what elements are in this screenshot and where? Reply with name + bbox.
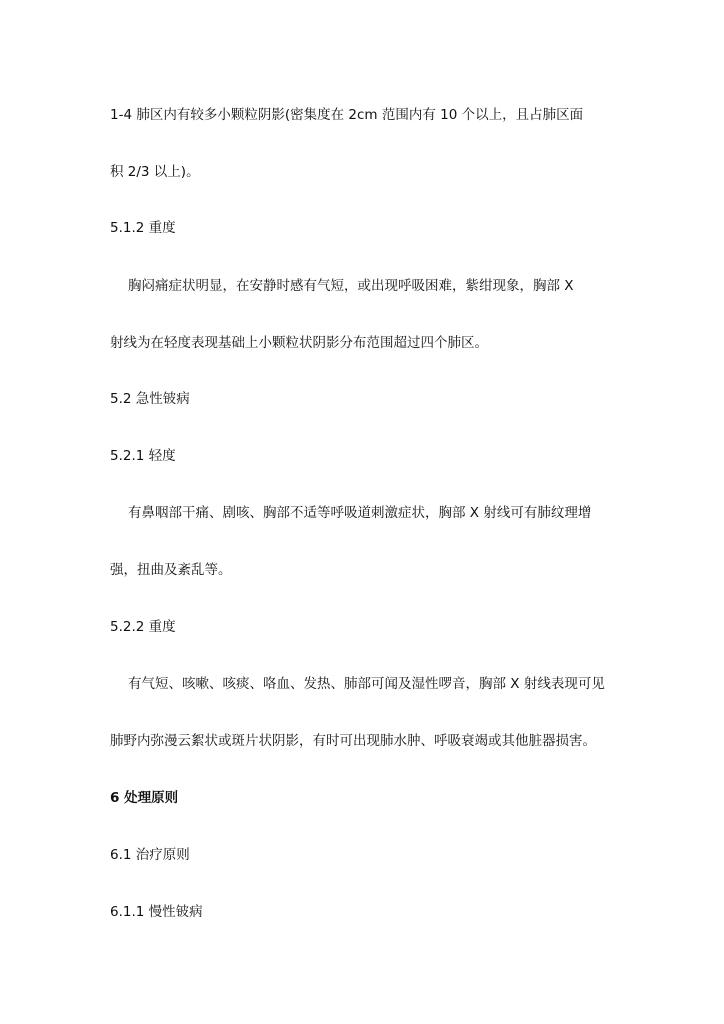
section-heading-5-1-2: 5.1.2 重度 — [110, 220, 176, 236]
section-heading-6-1-1: 6.1.1 慢性铍病 — [110, 904, 203, 920]
section-heading-6-1: 6.1 治疗原则 — [110, 847, 190, 863]
paragraph-mild-line-1: 有鼻咽部干痛、剧咳、胸部不适等呼吸道刺激症状，胸部 X 射线可有肺纹理增 — [128, 505, 592, 521]
paragraph-acute-severe-line-1: 有气短、咳嗽、咳痰、咯血、发热、肺部可闻及湿性啰音，胸部 X 射线表现可见 — [128, 676, 605, 692]
section-heading-5-2: 5.2 急性铍病 — [110, 391, 190, 407]
paragraph-severe-line-2: 射线为在轻度表现基础上小颗粒状阴影分布范围超过四个肺区。 — [110, 335, 488, 351]
paragraph-severe-line-1: 胸闷痛症状明显，在安静时感有气短，或出现呼吸困难，紫绀现象，胸部 X — [128, 278, 574, 294]
paragraph-mild-line-2: 强，扭曲及紊乱等。 — [110, 562, 232, 578]
section-heading-6: 6 处理原则 — [110, 790, 179, 806]
paragraph-continuation-line-2: 积 2/3 以上)。 — [110, 164, 200, 180]
paragraph-acute-severe-line-2: 肺野内弥漫云絮状或斑片状阴影，有时可出现肺水肿、呼吸衰竭或其他脏器损害。 — [110, 733, 596, 749]
section-heading-5-2-1: 5.2.1 轻度 — [110, 448, 176, 464]
section-heading-5-2-2: 5.2.2 重度 — [110, 619, 176, 635]
paragraph-continuation-line-1: 1-4 肺区内有较多小颗粒阴影(密集度在 2cm 范围内有 10 个以上，且占肺区面 — [110, 107, 584, 123]
